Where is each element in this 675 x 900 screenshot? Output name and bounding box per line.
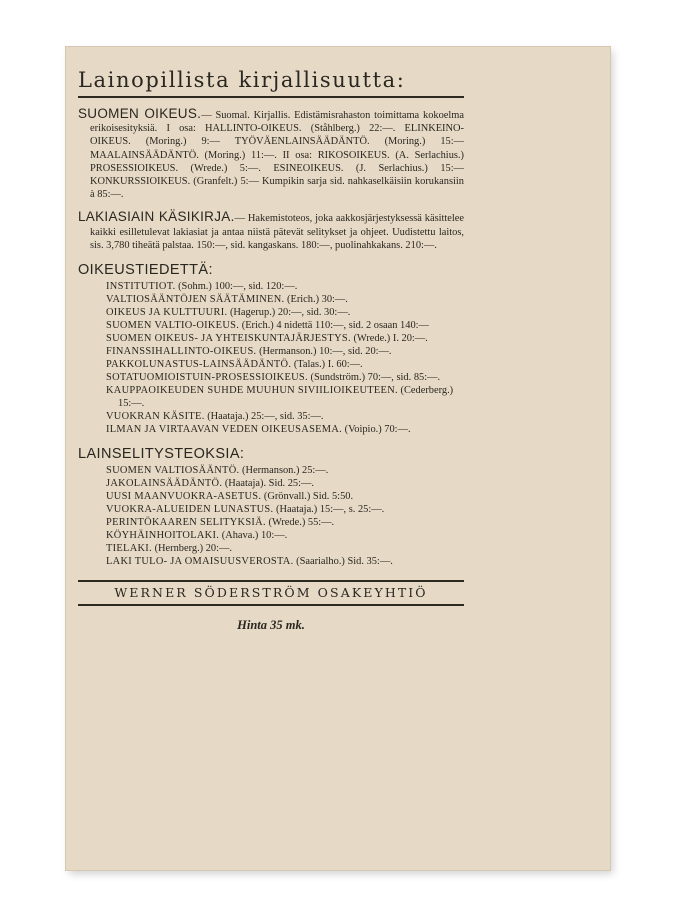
book-title: SUOMEN VALTIO-OIKEUS. bbox=[106, 320, 240, 332]
book-entry bbox=[106, 490, 464, 503]
book-detail: (Erich.) 30:—. bbox=[287, 294, 348, 306]
section-lainselitysteoksia bbox=[78, 446, 464, 568]
book-detail: (Sohm.) 100:—, sid. 120:—. bbox=[178, 281, 298, 293]
book-title: SUOMEN OIKEUS- JA YHTEISKUNTAJÄRJESTYS. bbox=[106, 333, 351, 345]
book-title: VALTIOSÄÄNTÖJEN SÄÄTÄMINEN. bbox=[106, 294, 285, 306]
book-detail: (Hagerup.) 20:—, sid. 30:—. bbox=[229, 307, 351, 319]
book-entry bbox=[106, 384, 464, 410]
book-entry bbox=[106, 516, 464, 529]
book-detail: (Hermanson.) 10:—, sid. 20:—. bbox=[259, 346, 392, 358]
book-entry bbox=[106, 423, 464, 436]
section-heading: OIKEUSTIEDETTÄ: bbox=[78, 262, 213, 279]
book-detail: (Erich.) 4 nidettä 110:—, sid. 2 osaan 140:— bbox=[241, 320, 429, 332]
cover-title: Lainopillista kirjallisuutta: bbox=[78, 68, 464, 98]
book-entry bbox=[106, 332, 464, 345]
price-label: Hinta 35 mk. bbox=[237, 618, 305, 633]
book-detail: (Haataja.) 25:—, sid. 35:—. bbox=[207, 411, 324, 423]
book-title: ILMAN JA VIRTAAVAN VEDEN OIKEUSASEMA. bbox=[106, 424, 343, 436]
book-entry bbox=[106, 280, 464, 293]
book-title: PAKKOLUNASTUS-LAINSÄÄDÄNTÖ. bbox=[106, 359, 292, 371]
book-detail: (Haataja). Sid. 25:—. bbox=[224, 478, 314, 490]
cover-text-block bbox=[78, 68, 464, 633]
book-title: SUOMEN VALTIOSÄÄNTÖ. bbox=[106, 465, 240, 477]
book-title: VUOKRA-ALUEIDEN LUNASTUS. bbox=[106, 504, 274, 516]
book-detail: (Hernberg.) 20:—. bbox=[154, 543, 233, 555]
book-entry bbox=[106, 529, 464, 542]
book-detail: (Ahava.) 10:—. bbox=[221, 530, 288, 542]
book-entry bbox=[106, 464, 464, 477]
book-entry bbox=[106, 371, 464, 384]
book-title: SOTATUOMIOISTUIN-PROSESSIOIKEUS. bbox=[106, 372, 308, 384]
book-title: TIELAKI. bbox=[106, 543, 152, 555]
book-title: LAKI TULO- JA OMAISUUSVEROSTA. bbox=[106, 556, 294, 568]
book-list bbox=[106, 464, 464, 568]
book-list bbox=[106, 280, 464, 436]
book-detail: (Talas.) I. 60:—. bbox=[293, 359, 363, 371]
book-detail: (Saarialho.) Sid. 35:—. bbox=[296, 556, 393, 568]
book-entry bbox=[106, 410, 464, 423]
book-entry bbox=[106, 542, 464, 555]
book-title: FINANSSIHALLINTO-OIKEUS. bbox=[106, 346, 257, 358]
section-suomen-oikeus bbox=[78, 107, 464, 201]
book-title: VUOKRAN KÄSITE. bbox=[106, 411, 205, 423]
section-paragraph bbox=[78, 210, 464, 252]
book-title: OIKEUS JA KULTTUURI. bbox=[106, 307, 228, 319]
book-title: PERINTÖKAAREN SELITYKSIÄ. bbox=[106, 517, 266, 529]
book-entry bbox=[106, 319, 464, 332]
book-entry bbox=[106, 306, 464, 319]
book-entry bbox=[106, 358, 464, 371]
book-entry bbox=[106, 293, 464, 306]
section-heading: LAINSELITYSTEOKSIA: bbox=[78, 446, 245, 463]
book-detail: (Sundström.) 70:—, sid. 85:—. bbox=[310, 372, 441, 384]
book-title: KÖYHÄINHOITOLAKI. bbox=[106, 530, 220, 542]
section-text: — Hakemistoteos, joka aakkosjärjestyksessä käsittelee kaikki esilletulevat lakiasiat ja antaa niistä pätevät selitykset ja ohjeet. Uudistettu laitos, sis. 3,780 tiheätä palstaa. 150:—, sid. kangaskans. 180:—, puolinahkakans. 210:—. bbox=[90, 213, 464, 251]
book-detail: (Grönvall.) Sid. 5:50. bbox=[263, 491, 354, 503]
book-detail: (Hermanson.) 25:—. bbox=[242, 465, 329, 477]
book-entry bbox=[106, 345, 464, 358]
section-heading: LAKIASIAIN KÄSIKIRJA. bbox=[78, 209, 235, 225]
book-title: INSTITUTIOT. bbox=[106, 281, 176, 293]
section-oikeustiedetta bbox=[78, 262, 464, 436]
publisher-name: WERNER SÖDERSTRÖM OSAKEYHTIÖ bbox=[78, 580, 464, 606]
book-detail: (Cederberg.) 15:—. bbox=[118, 385, 454, 410]
book-detail: (Wrede.) I. 20:—. bbox=[353, 333, 428, 345]
section-heading: SUOMEN OIKEUS. bbox=[78, 106, 202, 121]
book-detail: (Voipio.) 70:—. bbox=[344, 424, 411, 436]
book-title: JAKOLAINSÄÄDÄNTÖ. bbox=[106, 478, 223, 490]
book-entry bbox=[106, 555, 464, 568]
section-text: — Suomal. Kirjallis. Edistämisrahaston toimittama kokoelma erikoisesityksiä. I osa: HALLINTO-OIKEUS. (Ståhlberg.) 22:—. ELINKEINO-OIKEUS. (Moring.) 9:— TYÖVÄENLAINSÄÄDÄNTÖ. (Moring.) 15:— MAALAINSÄÄDÄNTÖ. (Moring.) 11:—. II osa: RIKOSOIKEUS. (A. Serlachius.) PROSESSIOIKEUS. (Wrede.) 5:—. ESINEOIKEUS. (J. Serlachius.) 15:— KONKURSSIOIKEUS. (Granfelt.) 5:— Kumpikin sarja sid. nahkaselkäisiin korukansiin à 85:—. bbox=[90, 110, 464, 201]
book-entry bbox=[106, 503, 464, 516]
book-detail: (Wrede.) 55:—. bbox=[268, 517, 335, 529]
book-detail: (Haataja.) 15:—, s. 25:—. bbox=[276, 504, 385, 516]
section-lakiasiain-kasikirja bbox=[78, 210, 464, 252]
book-title: UUSI MAANVUOKRA-ASETUS. bbox=[106, 491, 262, 503]
book-title: KAUPPAOIKEUDEN SUHDE MUUHUN SIVIILIOIKEUTEEN. bbox=[106, 385, 398, 397]
section-paragraph bbox=[78, 107, 464, 201]
book-entry bbox=[106, 477, 464, 490]
